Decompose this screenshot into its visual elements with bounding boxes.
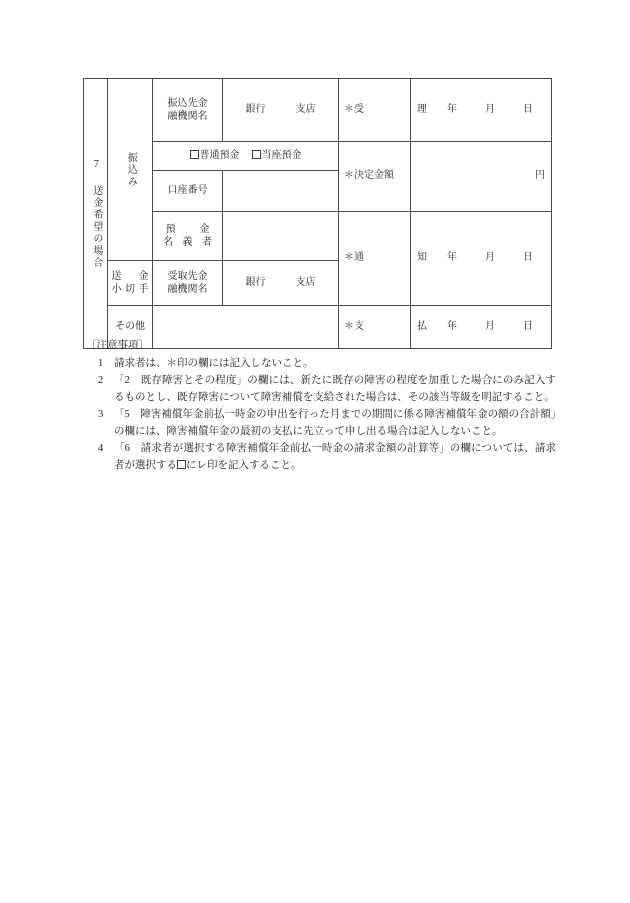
cell-method-transfer: [108, 79, 153, 261]
note-text-before-box: 「6 請求者が選択する障害補償年金前払一時金の請求金額の計算等」の欄については、請求者が選択する: [114, 443, 556, 471]
table-row: [84, 212, 552, 261]
payment-label: [339, 320, 438, 334]
bank-suffix-bank: 銀行: [245, 103, 266, 115]
note-item-4: [86, 440, 556, 474]
method-transfer-label: 振込み: [125, 151, 137, 188]
account-number-label: 口座番号: [167, 184, 208, 196]
note-text: 請求者は、＊印の欄には記入しないこと。: [114, 358, 314, 369]
cell-bank-name-input[interactable]: [223, 79, 339, 142]
month-label: 月: [485, 320, 495, 332]
checkbox-icon: [177, 460, 186, 469]
cell-bank-name-label: [153, 79, 223, 142]
note-item-2: [86, 372, 556, 406]
month-label: 月: [485, 103, 495, 115]
notice-label: [339, 252, 438, 265]
yen-unit-label: 円: [535, 170, 545, 182]
account-holder-label-line2: 名 義 者: [163, 237, 216, 248]
bank-suffix-branch: 支店: [295, 276, 316, 288]
note-text-after-box: にレ印を記入すること。: [186, 460, 302, 471]
cell-section-label: [84, 79, 108, 349]
day-label: 日: [523, 103, 533, 115]
payee-bank-label-line1: 受取先金: [167, 270, 208, 282]
checkbox-icon-toza[interactable]: [252, 150, 261, 159]
cell-payee-bank-input[interactable]: [223, 261, 339, 306]
notice-text: 通 知: [354, 252, 438, 264]
cell-notice-label: [339, 212, 438, 306]
notes-title: 〔注意事項〕: [86, 340, 149, 351]
note-text: 「5 障害補償年金前払一時金の申出を行った月までの期間に係る障害補償年金の額の合計額」の欄には、障害補償年金の最初の支払に先立って申し出る場合は記入しないこと。: [114, 409, 556, 437]
year-label: 年: [447, 320, 457, 332]
amount-star: ＊: [344, 170, 354, 182]
day-label: 日: [523, 320, 533, 332]
cell-account-type[interactable]: [153, 142, 339, 171]
table-row: [84, 79, 552, 142]
note-item-1: [86, 355, 556, 372]
bank-name-label-line1: 振込先金: [167, 97, 208, 109]
receipt-text: 受 理: [354, 103, 438, 115]
note-item-3: [86, 406, 556, 440]
payment-star: ＊: [344, 320, 354, 332]
table-row: [84, 142, 552, 171]
bank-branch-suffix: [223, 104, 338, 117]
payee-bank-label-line2: 融機関名: [167, 284, 208, 295]
section-label-vertical: 7 送金希望の場合: [90, 158, 102, 269]
method-check-label-line1: 送 金: [111, 270, 152, 282]
decided-amount-label: [339, 170, 410, 183]
amount-text: 決定金額: [354, 170, 394, 182]
year-label: 年: [447, 103, 457, 115]
note-text: 「2 既存障害とその程度」の欄には、新たに既存の障害の程度を加重した場合にのみ記入するものとし、既存障害について障害補償を支給された場合は、その該当等級を明記すること。: [114, 375, 556, 403]
remittance-form-table: [83, 78, 552, 349]
method-check-label-line2: 小切手: [111, 284, 152, 295]
account-type-futsu-label: 普通預金: [199, 149, 240, 161]
cell-account-number-input[interactable]: [223, 171, 339, 212]
account-type-options: [153, 150, 338, 163]
year-label: 年: [447, 252, 457, 264]
cell-amount-label: [339, 142, 411, 212]
payee-bank-branch-suffix: [223, 277, 338, 290]
note-number: 4: [98, 443, 104, 454]
notes-section: [86, 337, 556, 474]
note-number: 2: [98, 375, 104, 386]
month-label: 月: [485, 252, 495, 264]
day-label: 日: [523, 252, 533, 264]
bank-suffix-bank: 銀行: [245, 276, 266, 288]
method-other-label: その他: [115, 320, 145, 332]
cell-account-number-label: [153, 171, 223, 212]
bank-suffix-branch: 支店: [295, 103, 316, 115]
notice-star: ＊: [344, 252, 354, 264]
receipt-star: ＊: [344, 103, 354, 115]
payment-text: 支 払: [354, 320, 438, 332]
cell-account-holder-label: [153, 212, 223, 261]
cell-amount-input[interactable]: [411, 142, 552, 212]
note-number: 3: [98, 409, 104, 420]
note-text-composite: [112, 440, 556, 474]
cell-method-check: [108, 261, 153, 306]
bank-name-label-line2: 融機関名: [167, 111, 208, 122]
checkbox-icon-futsu[interactable]: [190, 150, 199, 159]
account-holder-label-line1: 預 金: [165, 223, 217, 235]
account-type-toza-label: 当座預金: [261, 149, 302, 161]
note-number: 1: [98, 358, 104, 369]
cell-payee-bank-label: [153, 261, 223, 306]
cell-account-holder-input[interactable]: [223, 212, 339, 261]
receipt-label: [339, 103, 438, 117]
cell-receipt-label: [339, 79, 438, 142]
